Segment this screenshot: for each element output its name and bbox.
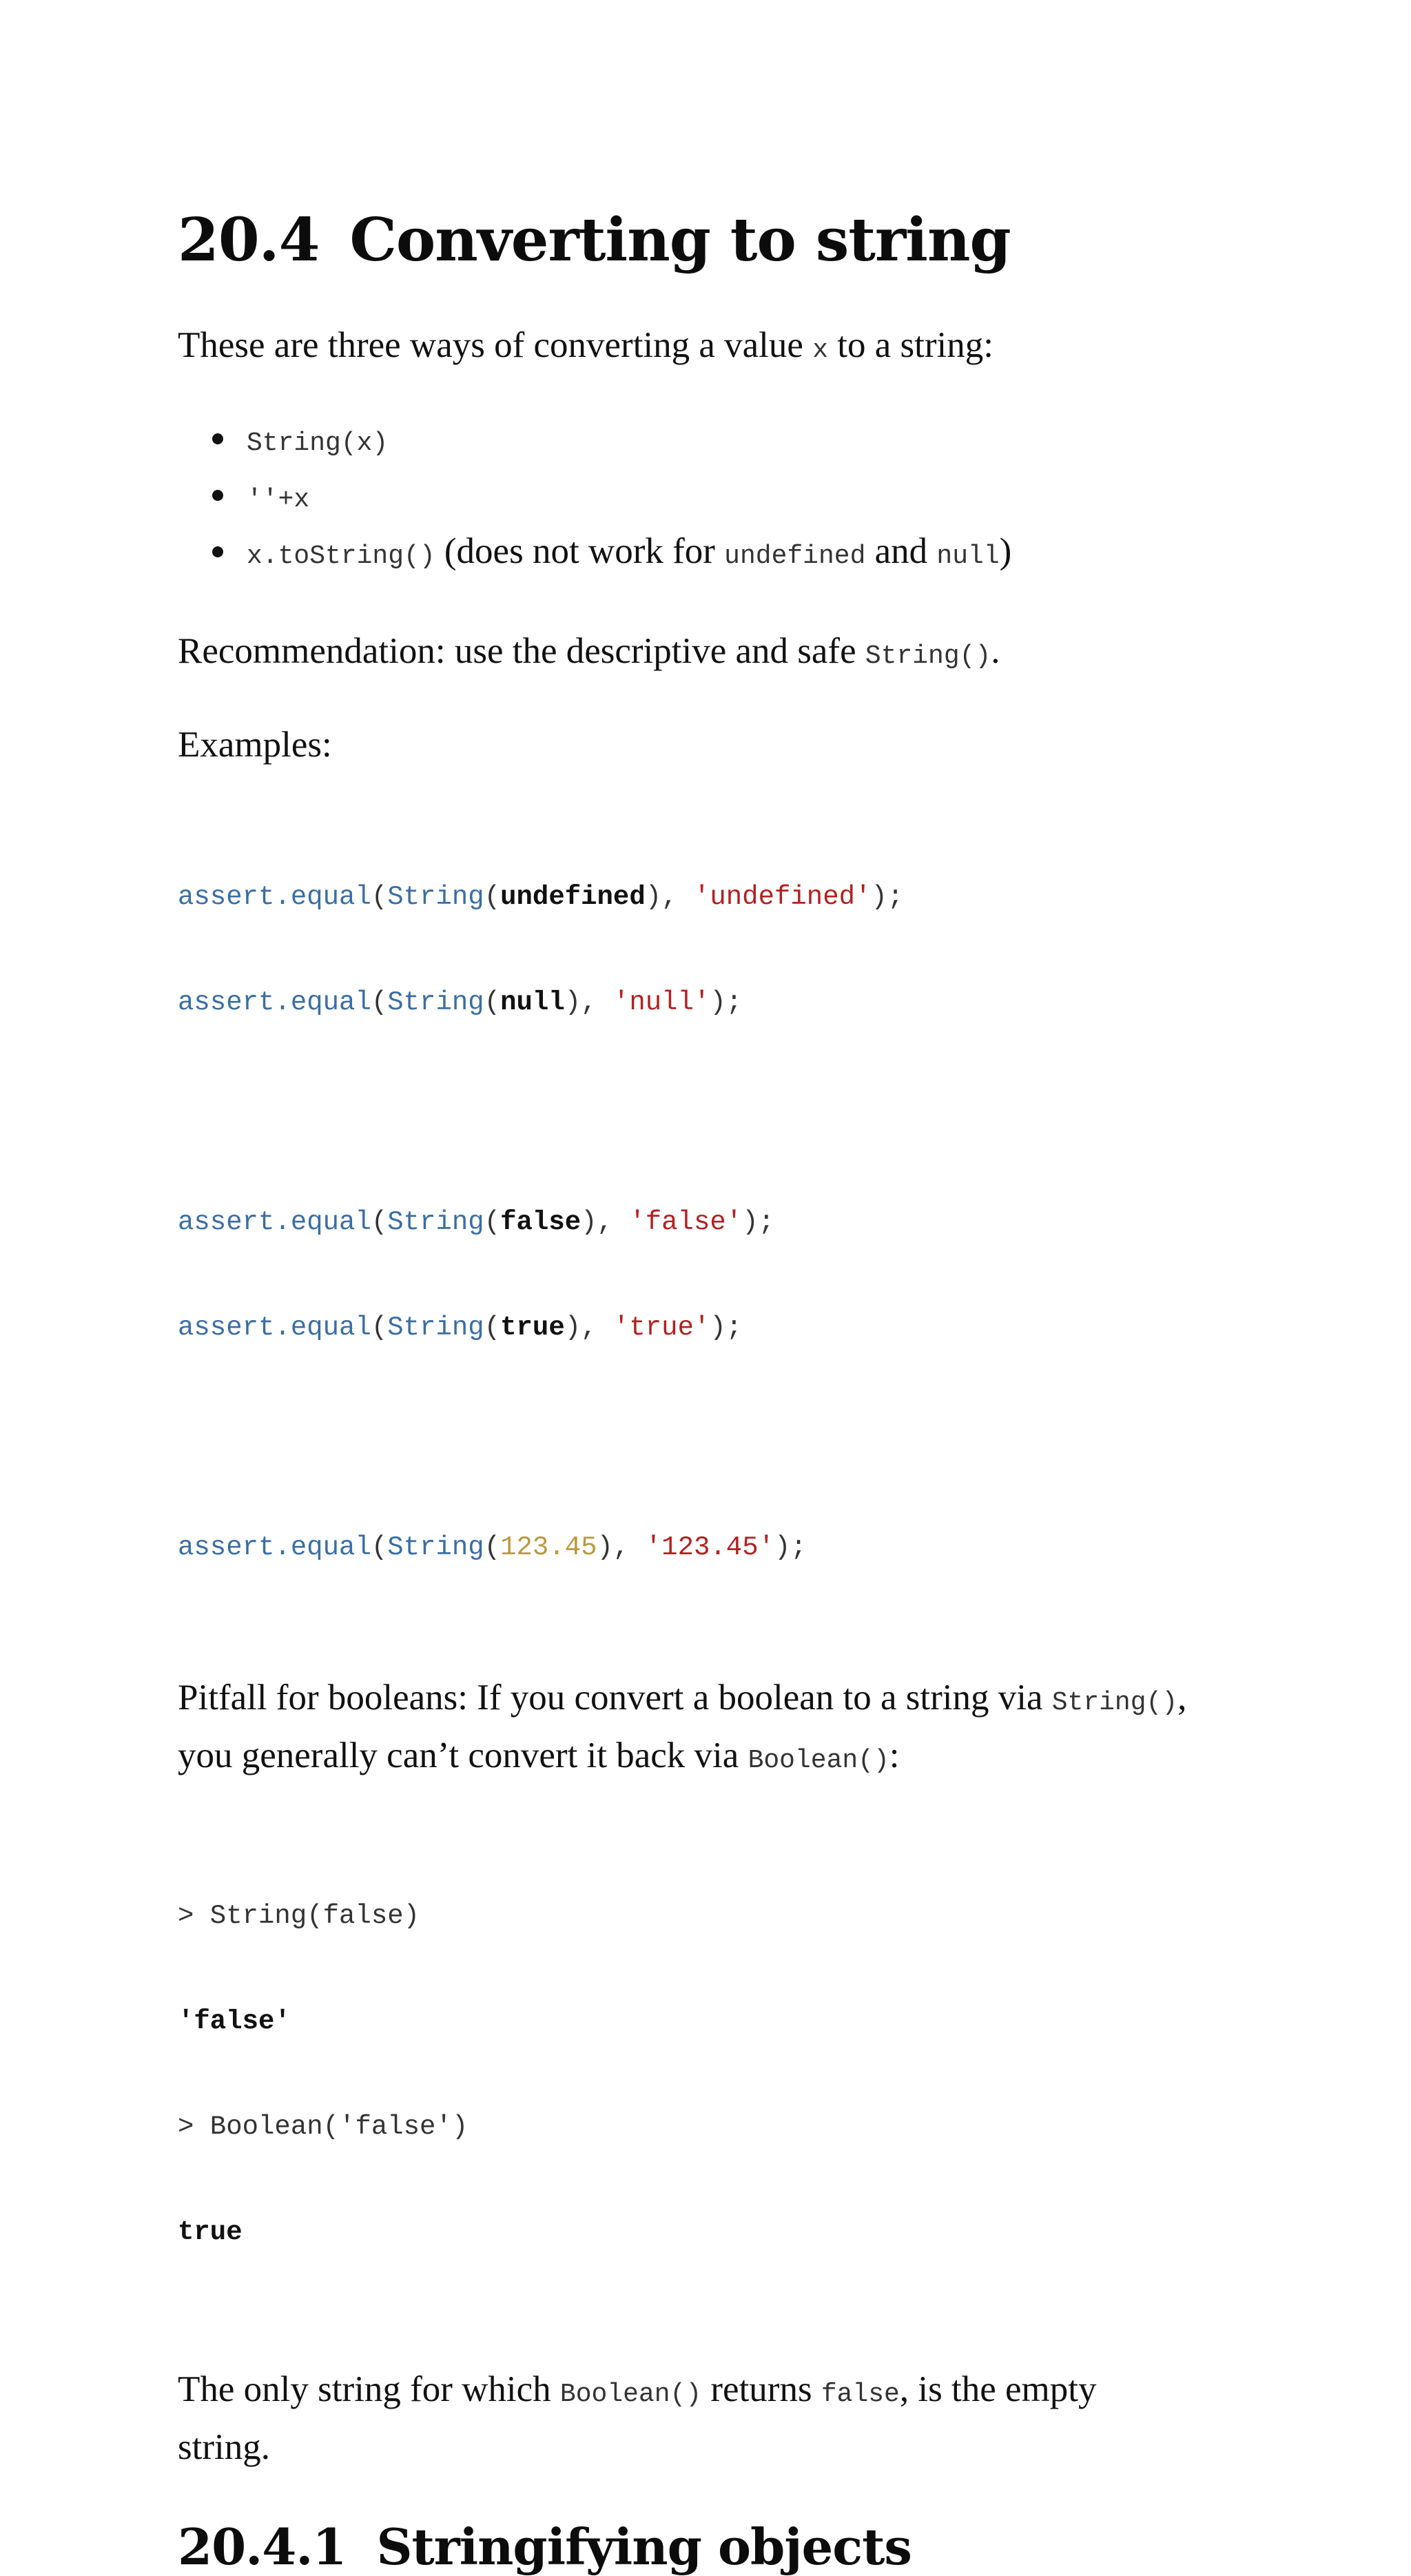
code-punct: ( [484, 1532, 501, 1563]
recommendation-paragraph [178, 625, 1253, 683]
code-call: String [387, 1532, 484, 1563]
empty-string-paragraph [178, 2363, 1253, 2473]
code-punct: ); [742, 1206, 774, 1237]
repl-output-line: 'false' [178, 2006, 291, 2037]
code-punct: ( [484, 1206, 501, 1237]
way-note-code-undefined: undefined [724, 541, 866, 571]
repl-output-line: true [178, 2216, 243, 2247]
examples-code-block [178, 810, 1253, 1636]
empty-string-text-1: The only string for which [178, 2369, 560, 2409]
way-code: x.toString() [247, 541, 435, 571]
code-punct: ); [774, 1532, 807, 1563]
code-function: assert.equal [178, 987, 371, 1018]
repl-input-line: > Boolean('false') [178, 2111, 468, 2142]
empty-string-text-4: string. [178, 2426, 270, 2467]
code-keyword: null [500, 987, 565, 1018]
way-code: ''+x [247, 484, 310, 515]
code-punct: ( [371, 1206, 388, 1237]
code-line [178, 985, 1253, 1020]
code-string: 'false' [629, 1206, 743, 1237]
way-code: String(x) [247, 428, 389, 458]
recommendation-period: . [991, 630, 1000, 671]
code-punct: ), [597, 1532, 646, 1563]
code-number: 123.45 [500, 1532, 597, 1563]
subsection-title: Stringifying objects [376, 2517, 912, 2576]
code-punct: ( [371, 881, 388, 912]
code-punct: ), [564, 1312, 613, 1343]
recommendation-code: String() [865, 641, 991, 671]
code-string: 'null' [612, 987, 710, 1018]
pitfall-code-1: String() [1051, 1687, 1178, 1718]
code-keyword: undefined [500, 881, 646, 912]
empty-string-code-2: false [821, 2379, 900, 2409]
code-line [178, 1310, 1253, 1346]
examples-label: Examples: [178, 724, 332, 765]
code-punct: ( [484, 987, 501, 1018]
way-note-mid: and [865, 530, 937, 571]
code-punct: ( [371, 987, 388, 1018]
code-keyword: false [500, 1206, 581, 1237]
code-string: 'true' [612, 1312, 710, 1343]
code-punct: ( [484, 1312, 501, 1343]
code-punct: ); [710, 987, 743, 1018]
code-call: String [387, 881, 484, 912]
code-line [178, 880, 1253, 915]
bullet-icon [212, 490, 223, 501]
way-note-before: (does not work for [435, 530, 725, 571]
pitfall-paragraph [178, 1671, 1253, 1787]
section-number: 20.4 [178, 205, 320, 275]
code-line [178, 1530, 1253, 1565]
code-punct: ), [581, 1206, 630, 1237]
code-call: String [387, 1206, 484, 1237]
code-function: assert.equal [178, 1532, 371, 1563]
way-note-after: ) [999, 530, 1012, 571]
code-function: assert.equal [178, 1312, 371, 1343]
list-item [178, 413, 1253, 469]
subsection-heading [178, 2519, 1253, 2576]
code-punct: ); [871, 881, 904, 912]
pitfall-comma: , [1177, 1677, 1187, 1718]
code-call: String [387, 1312, 484, 1343]
code-string: 'undefined' [693, 881, 872, 912]
pitfall-text-1: Pitfall for booleans: If you convert a boolean to a string via [178, 1677, 1052, 1718]
intro-text-before: These are three ways of converting a value [178, 324, 813, 365]
section-heading [178, 207, 1253, 275]
intro-inline-code: x [812, 335, 828, 365]
code-punct: ), [645, 881, 694, 912]
code-call: String [387, 987, 484, 1018]
intro-paragraph [178, 319, 1253, 377]
code-keyword: true [500, 1312, 565, 1343]
code-function: assert.equal [178, 881, 371, 912]
section-title: Converting to string [349, 205, 1011, 275]
list-item [178, 526, 1253, 582]
code-punct: ), [564, 987, 613, 1018]
pitfall-code-2: Boolean() [748, 1745, 889, 1775]
pitfall-text-2: you generally can’t convert it back via [178, 1735, 748, 1775]
code-punct: ( [484, 881, 501, 912]
code-function: assert.equal [178, 1206, 371, 1237]
repl-input-line: > String(false) [178, 1900, 420, 1931]
repl-code-block [178, 1828, 1253, 2320]
recommendation-text: Recommendation: use the descriptive and safe [178, 630, 865, 671]
code-punct: ( [371, 1532, 388, 1563]
conversion-ways-list [178, 413, 1253, 582]
bullet-icon [212, 433, 223, 444]
code-line [178, 1205, 1253, 1240]
code-string: '123.45' [645, 1532, 774, 1563]
bullet-icon [212, 546, 223, 557]
list-item [178, 469, 1253, 526]
page-content [178, 207, 1253, 2576]
way-note-code-null: null [936, 541, 1000, 571]
pitfall-colon: : [889, 1735, 900, 1775]
intro-text-after: to a string: [828, 324, 993, 365]
subsection-number: 20.4.1 [178, 2517, 347, 2576]
empty-string-text-2: returns [701, 2369, 821, 2409]
empty-string-code-1: Boolean() [559, 2379, 702, 2409]
code-punct: ( [371, 1312, 388, 1343]
empty-string-text-3: , is the empty [899, 2369, 1097, 2409]
code-punct: ); [710, 1312, 743, 1343]
